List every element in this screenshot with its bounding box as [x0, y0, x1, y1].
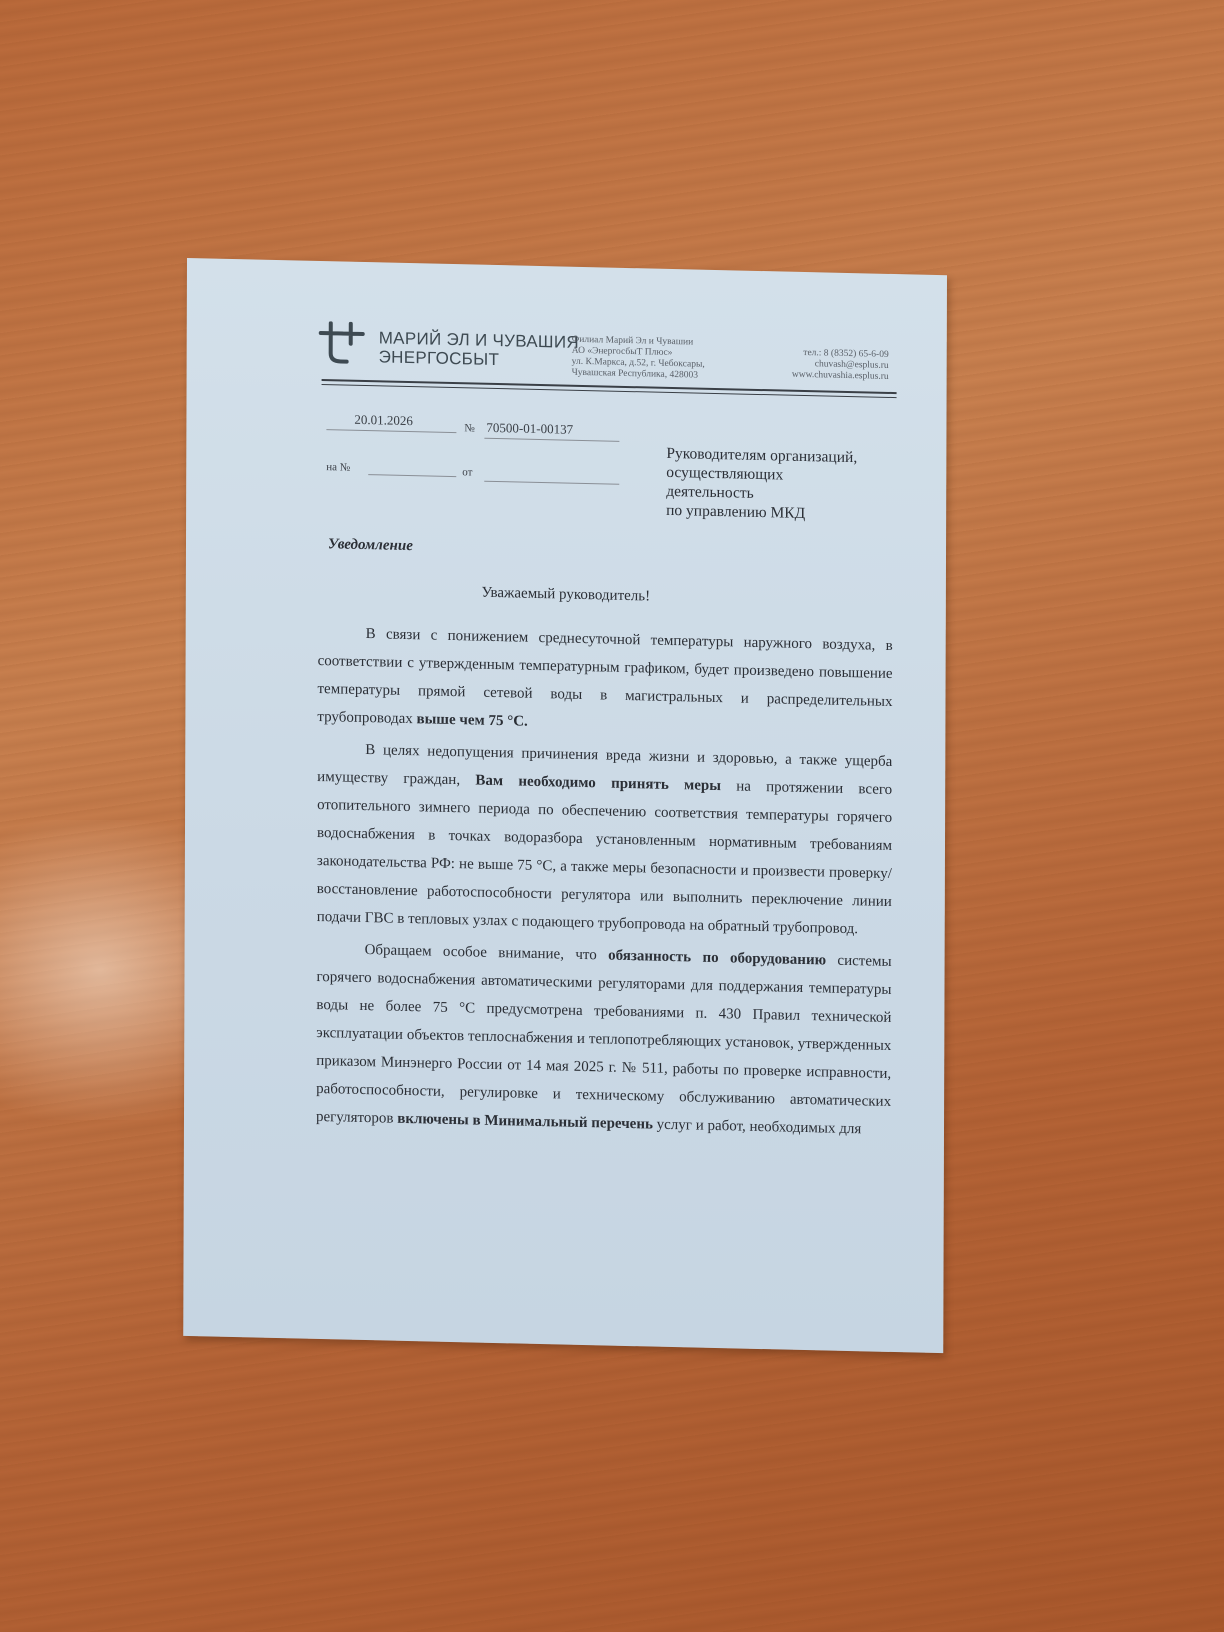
greeting: Уважаемый руководитель!	[481, 584, 651, 605]
doc-date: 20.01.2026	[354, 411, 413, 429]
contact-line: chuvash@esplus.ru	[814, 359, 889, 371]
doc-title: Уведомление	[327, 536, 413, 555]
contact-line: тел.: 8 (8352) 65-6-09	[803, 347, 889, 360]
address-line: Чувашская Республика, 428003	[571, 367, 699, 381]
reply-underline	[368, 474, 456, 477]
recipient-line: Руководителям организаций,	[666, 444, 858, 467]
company-name	[379, 328, 579, 371]
paragraph-text: В целях недопущения причинения вреда жизни и здоровью, а также ущерба имуществу граждан,	[317, 742, 893, 789]
paragraph-3	[316, 935, 892, 1144]
number-label: №	[464, 422, 475, 435]
address-line: ул. К.Маркса, д.52, г. Чебоксары,	[571, 356, 705, 370]
company-contacts	[779, 347, 889, 382]
from-underline	[484, 481, 619, 485]
emphasis-text: Вам необходимо принять меры	[475, 772, 721, 795]
company-logo-icon	[317, 321, 367, 366]
letter-body	[316, 619, 893, 1148]
emphasis-text: обязанность по оборудованию	[608, 947, 827, 969]
number-underline	[484, 438, 619, 442]
company-name-line2: ЭНЕРГОСБЫТ	[378, 347, 500, 370]
contact-line: www.chuvashia.esplus.ru	[791, 369, 889, 382]
paragraph-text: на протяжении всего отопительного зимнего периода по обеспечению соответствия температуры горячего водоснабжения в точках водоразбора установленным нормативным требованиям законодательства РФ: не выше 75 °С, а также меры безопасности и произвести проверку/восстановление работоспособности регулятора или выполнить переключение линии подачи ГВС в тепловых узлах с подающего трубопровода на обратный трубопровод.	[316, 778, 893, 938]
address-line: АО «ЭнергосбыТ Плюс»	[571, 345, 673, 359]
emphasis-text: включены в Минимальный перечень	[397, 1110, 653, 1133]
reply-label: на №	[326, 461, 351, 474]
paragraph-text: В связи с понижением среднесуточной температуры наружного воздуха, в соответствии с утвержденным температурным графиком, будет произведено повышение температуры прямой сетевой воды в магистральных и распределительных трубопроводах	[317, 626, 893, 728]
paragraph-2	[317, 735, 893, 944]
date-underline	[326, 429, 456, 433]
from-label: от	[462, 466, 473, 479]
paragraph-text: Обращаем особое внимание, что	[364, 942, 609, 964]
company-name-line1: МАРИЙ ЭЛ И ЧУВАШИЯ	[378, 328, 579, 352]
doc-number: 70500-01-00137	[486, 419, 574, 437]
recipient-block	[666, 444, 906, 525]
paragraph-1	[317, 619, 892, 744]
address-line: Филиал Марий Эл и Чувашии	[571, 334, 694, 348]
recipient-line: осуществляющих	[666, 463, 784, 484]
letter-sheet	[183, 258, 947, 1353]
company-address	[572, 335, 705, 382]
paragraph-text: системы горячего водоснабжения автоматическими регуляторами для поддержания температуры воды не более 75 °С предусмотрена требованиями п. 430 Правил технической эксплуатации объектов теплоснабжения и теплопотребляющих установок, утвержденных приказом Минэнерго России от 14 мая 2025 г. № 511, работы по проверке исправности, работоспособности, регулировке и техническому обслуживанию автоматических регуляторов	[315, 952, 892, 1127]
recipient-line: деятельность	[666, 482, 754, 502]
paragraph-text: услуг и работ, необходимых для	[652, 1116, 862, 1138]
emphasis-text: выше чем 75 °С.	[416, 711, 528, 730]
recipient-line: по управлению МКД	[666, 501, 806, 523]
